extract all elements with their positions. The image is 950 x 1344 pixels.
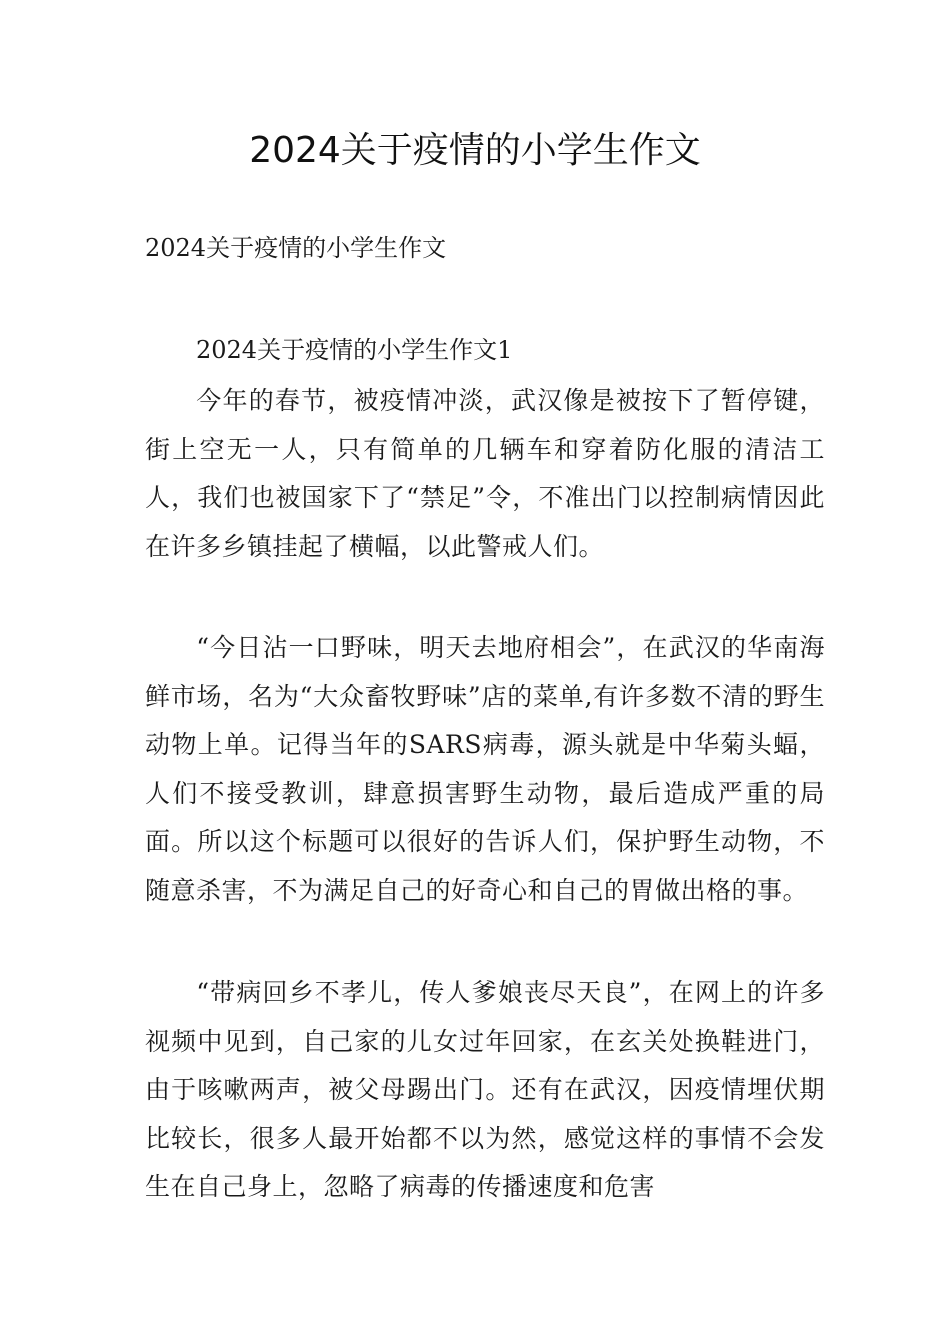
document-subtitle: 2024关于疫情的小学生作文: [145, 234, 447, 262]
essay-heading: 2024关于疫情的小学生作文1: [196, 336, 513, 364]
paragraph-1: 今年的春节，被疫情冲淡，武汉像是被按下了暂停键，街上空无一人，只有简单的几辆车和穿着防化服的清洁工人，我们也被国家下了“禁足”令，不准出门以控制病情因此在许多乡镇挂起了横幅，以此警戒人们。: [145, 386, 825, 561]
paragraph-2: “今日沾一口野味，明天去地府相会”，在武汉的华南海鲜市场，名为“大众畜牧野味”店的菜单,有许多数不清的野生动物上单。记得当年的SARS病毒，源头就是中华菊头蝠，人们不接受教训，肆意损害野生动物，最后造成严重的局面。所以这个标题可以很好的告诉人们，保护野生动物，不随意杀害，不为满足自己的好奇心和自己的胃做出格的事。: [145, 633, 825, 905]
document-title: 2024关于疫情的小学生作文: [249, 130, 701, 171]
paragraph-3: “带病回乡不孝儿，传人爹娘丧尽天良”，在网上的许多视频中见到，自己家的儿女过年回家，在玄关处换鞋进门，由于咳嗽两声，被父母踢出门。还有在武汉，因疫情埋伏期比较长，很多人最开始都不以为然，感觉这样的事情不会发生在自己身上，忽略了病毒的传播速度和危害: [145, 978, 825, 1202]
